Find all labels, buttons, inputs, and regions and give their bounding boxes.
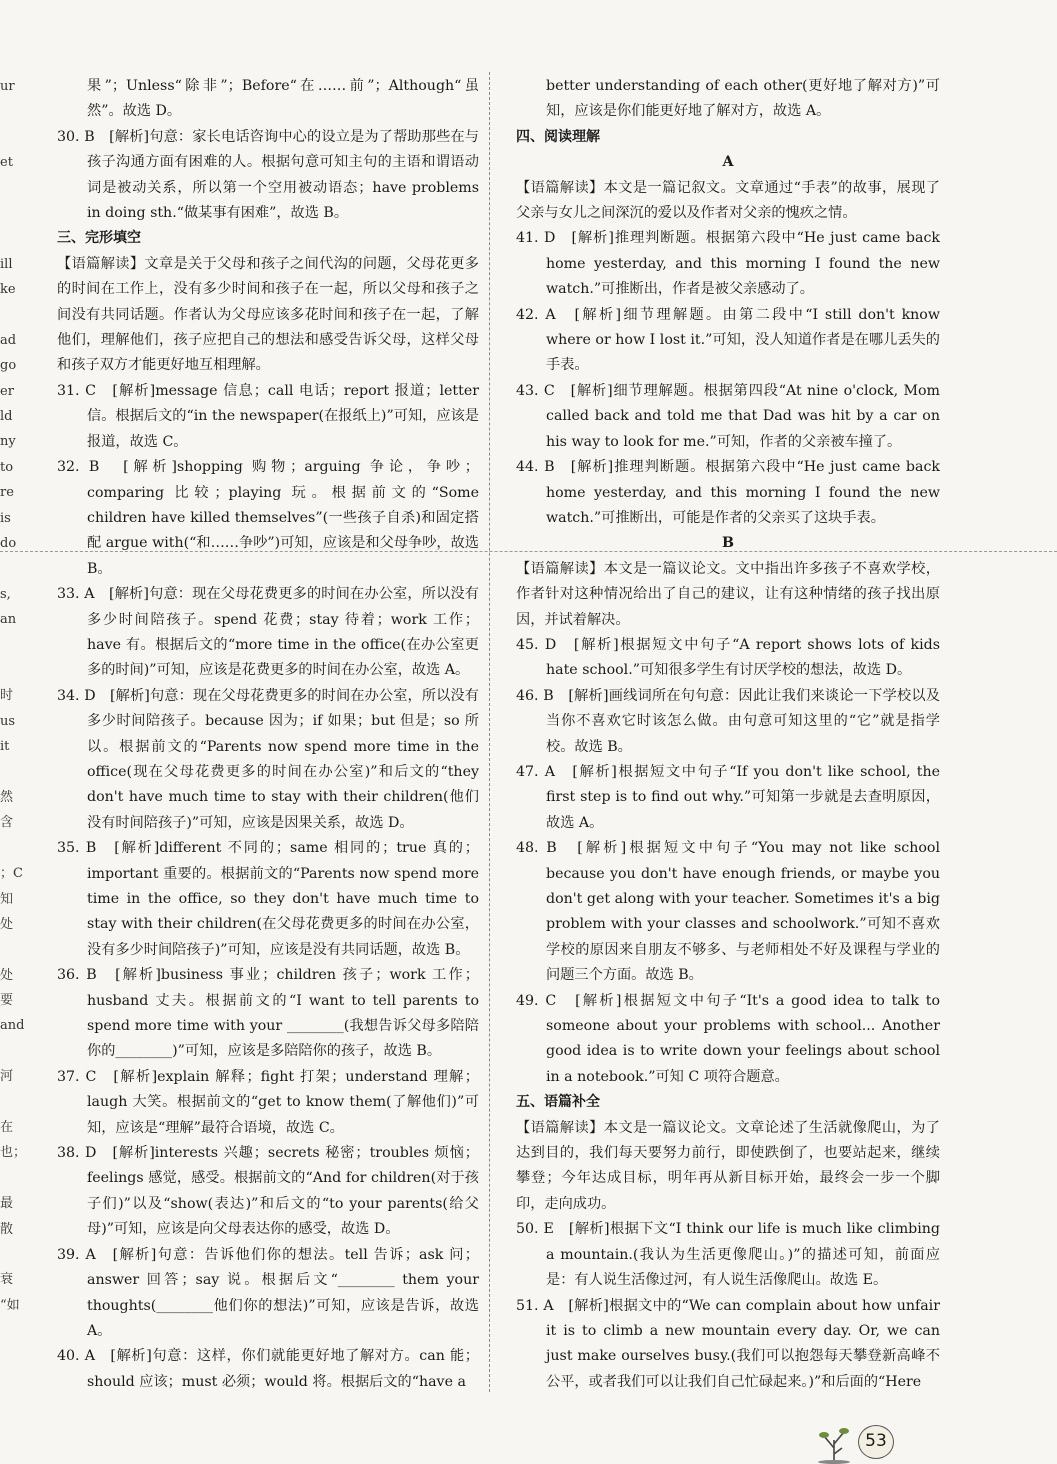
passage-summary: 【语篇解读】文章是关于父母和孩子之间代沟的问题，父母花更多的时间在工作上，没有多少时间和孩子在一起，所以父母和孩子之间没有共同话题。作者认为父母应该多花时间和孩子在一起，了解他们，理解他们，孩子应把自己的想法和感受告诉父母，这样父母和孩子双方才能更好地互相理解。 — [57, 255, 479, 374]
edge-fragment: 最 — [0, 1196, 14, 1212]
answer-item: 41. D [解析]推理判断题。根据第六段中“He just came back home yesterday, and this morning I found the new watch.”可推断出，作者是被父亲感动了。 — [516, 230, 940, 298]
edge-fragment: an — [0, 612, 17, 628]
answer-item: 32. B [解析]shopping 购物；arguing 争论，争吵；comparing 比较；playing 玩。根据前文的“Some children have killed themselves”(一些孩子自杀)和固定搭配 argue with(“和……争吵”)可知，应该是和父母争吵，故选 B。 — [57, 459, 479, 577]
continued-text: better understanding of each other(更好地了解对方)”可知，应该是你们能更好地了解对方，故选 A。 — [546, 78, 940, 120]
answer-item: 44. B [解析]推理判断题。根据第六段中“He just came back home yesterday, and this morning I found the new watch.”可推断出，可能是作者的父亲买了这块手表。 — [516, 459, 940, 526]
edge-fragment: 含 — [0, 815, 14, 831]
edge-fragment: ur — [0, 79, 15, 94]
edge-fragment — [0, 303, 20, 328]
answer-item: 33. A [解析]句意：现在父母花费更多的时间在办公室，所以没有多少时间陪孩子。spend 花费；stay 待着；work 工作；have 有。根据后文的“more time in the office(在办公室更多的时间)”可知，应该是花费更多的时间在办公室，故选 A。 — [57, 586, 479, 679]
answer-item: 42. A [解析]细节理解题。由第二段中“I still don't know where or how I lost it.”可知，没人知道作者是在哪儿丢失的手表。 — [516, 306, 940, 374]
edge-fragment: re — [0, 485, 14, 501]
left-column — [57, 74, 479, 1395]
edge-fragment: 散 — [0, 1221, 14, 1237]
answer-item: 30. B [解析]句意：家长电话咨询中心的设立是为了帮助那些在与孩子沟通方面有困难的人。根据句意可知主句的主语和谓语动词是被动关系，所以第一个空用被动语态；have problems in doing sth.“做某事有困难”，故选 B。 — [57, 128, 479, 222]
passage-summary: 【语篇解读】本文是一篇记叙文。文章通过“手表”的故事，展现了父亲与女儿之间深沉的爱以及作者对父亲的愧疚之情。 — [516, 179, 940, 222]
edge-fragment: 处 — [0, 967, 14, 983]
page-number: 53 — [858, 1425, 894, 1459]
answer-item: 43. C [解析]细节理解题。根据第四段“At nine o'clock, Mom called back and told me that Dad was hit by a car on his way to look for me.”可知，作者的父亲被车撞了。 — [516, 382, 940, 450]
edge-fragment — [0, 99, 20, 124]
edge-fragment — [0, 1090, 20, 1115]
answer-item: 40. A [解析]句意：这样，你们就能更好地了解对方。can 能；should 应该；must 必须；would 将。根据后文的“have a — [57, 1348, 479, 1390]
answer-item: 36. B [解析]business 事业；children 孩子；work 工作；husband 丈夫。根据前文的“I want to tell parents to spend more time with your ________(我想告诉父母多陪陪你的________)”可知，应该是多陪陪你的孩子，故选 B。 — [57, 967, 479, 1060]
answer-item: 50. E [解析]根据下文“I think our life is much like climbing a mountain.(我认为生活更像爬山。)”的描述可知，前面应是：有人说生活像过河，有人说生活像爬山。故选 E。 — [516, 1221, 940, 1289]
edge-fragment: ld — [0, 409, 13, 425]
edge-fragment — [0, 836, 20, 861]
answer-item: 38. D [解析]interests 兴趣；secrets 秘密；troubles 烦恼；feelings 感觉，感受。根据前文的“And for children(对于孩子们)”以及“show(表达)”和后文的“to your parents(给父母)”可知，应该是向父母表达你的感受，故选 D。 — [57, 1145, 479, 1238]
edge-fragment: ill — [0, 256, 13, 272]
passage-label: B — [722, 535, 734, 552]
edge-fragment: er — [0, 383, 14, 399]
edge-fragment: 要 — [0, 993, 14, 1009]
edge-fragment — [0, 937, 20, 962]
edge-fragment — [0, 658, 20, 683]
edge-fragment: 处 — [0, 916, 14, 932]
plant-decoration-icon — [812, 1418, 856, 1464]
edge-fragment: ad — [0, 332, 17, 348]
edge-fragment: “如 — [0, 1297, 20, 1313]
edge-fragment: to — [0, 459, 14, 475]
edge-fragment: 在 — [0, 1120, 14, 1136]
edge-fragment — [0, 1242, 20, 1267]
edge-fragment: go — [0, 358, 17, 374]
section-heading: 三、完形填空 — [57, 230, 141, 247]
edge-fragment: 衰 — [0, 1272, 14, 1288]
edge-fragment — [0, 176, 20, 201]
answer-item: 31. C [解析]message 信息；call 电话；report 报道；letter 信。根据后文的“in the newspaper(在报纸上)”可知，应该是报道，故选 C。 — [57, 382, 479, 450]
edge-fragment — [0, 556, 20, 581]
answer-item: 47. A [解析]根据短文中句子“If you don't like school, the first step is to find out why.”可知第一步就是去查明原因，故选 A。 — [516, 763, 940, 831]
edge-fragment — [0, 633, 20, 658]
edge-fragment — [0, 125, 20, 150]
section-heading: 四、阅读理解 — [516, 128, 600, 145]
answer-item: 34. D [解析]句意：现在父母花费更多的时间在办公室，所以没有多少时间陪孩子。because 因为；if 如果；but 但是；so 所以。根据前文的“Parents now spend more time in the office(现在父母花费更多的时间在办公室)”和后文的“they don't have much time to stay with their children(他们没有时间陪孩子)”可知，应该是因果关系，故选 D。 — [57, 687, 479, 831]
answer-item: 49. C [解析]根据短文中句子“It's a good idea to talk to someone about your problems with school... Another good idea is to write down your feelings about school in a notebook.”可知 C 项符合题意。 — [516, 992, 940, 1085]
answer-item: 45. D [解析]根据短文中句子“A report shows lots of kids hate school.”可知很多学生有讨厌学校的想法，故选 D。 — [516, 636, 940, 679]
edge-fragment: and — [0, 1018, 25, 1034]
edge-fragment: us — [0, 713, 16, 729]
column-divider — [489, 72, 490, 1392]
answer-item: 51. A [解析]根据文中的“We can complain about how unfair it is to climb a new mountain every day. Or, we can just make ourselves busy.(我们可以抱怨每天攀登新高峰不公平，或者我们可以让我们自己忙碌起来。)”和后面的“Here — [516, 1297, 940, 1390]
neighbor-page-edge — [0, 74, 27, 1318]
passage-label: A — [722, 154, 734, 171]
edge-fragment: 时 — [0, 688, 14, 704]
edge-fragment: s, — [0, 586, 11, 602]
edge-fragment: et — [0, 155, 13, 171]
edge-fragment: 知 — [0, 891, 14, 907]
answer-item: 46. B [解析]画线词所在句句意：因此让我们来谈论一下学校以及当你不喜欢它时该怎么做。由句意可知这里的“它”就是指学校。故选 B。 — [516, 687, 940, 755]
edge-fragment: it — [0, 739, 10, 755]
edge-fragment — [0, 760, 20, 785]
edge-fragment — [0, 201, 20, 226]
edge-fragment: 然 — [0, 789, 14, 805]
right-column — [516, 74, 940, 1395]
edge-fragment: 河 — [0, 1069, 14, 1085]
continued-text: 果”；Unless“除非”；Before“在……前”；Although“虽然”。故选 D。 — [87, 78, 479, 120]
edge-fragment: is — [0, 510, 11, 526]
edge-fragment: ；C — [0, 866, 23, 882]
edge-fragment — [0, 226, 20, 251]
answer-item: 39. A [解析]句意：告诉他们你的想法。tell 告诉；ask 问；answer 回答；say 说。根据后文“________ them your thoughts(________他们你的想法)”可知，应该是告诉，故选 A。 — [57, 1246, 479, 1339]
passage-summary: 【语篇解读】本文是一篇议论文。文章论述了生活就像爬山，为了达到目的，我们每天要努力前行，即使跌倒了，也要站起来，继续攀登；今年达成目标，明年再从新目标开始，最终会一步一个脚印，走向成功。 — [516, 1119, 940, 1212]
edge-fragment: ny — [0, 434, 16, 450]
edge-fragment: ke — [0, 282, 16, 298]
edge-fragment: do — [0, 536, 17, 552]
section-heading: 五、语篇补全 — [516, 1094, 600, 1111]
answer-item: 35. B [解析]different 不同的；same 相同的；true 真的；important 重要的。根据前文的“Parents now spend more time in the office, so they don't have much time to stay with their children(在父母花费更多的时间在办公室，没有多少时间陪孩子)”可知，应该是没有共同话题，故选 B。 — [57, 840, 479, 958]
edge-fragment — [0, 1166, 20, 1191]
edge-fragment: 也； — [0, 1145, 27, 1161]
answer-item: 48. B [解析]根据短文中句子“You may not like school because you don't have enough friends, or maybe you don't get along with your teacher. Sometimes it's a big problem with your classes and schoolwork.”可知不喜欢学校的原因来自朋友不够多、与老师相处不好及课程与学业的问题三个方面。故选 B。 — [516, 840, 940, 984]
answer-item: 37. C [解析]explain 解释；fight 打架；understand 理解；laugh 大笑。根据前文的“get to know them(了解他们)”可知，应该是“理解”最符合语境，故选 C。 — [57, 1068, 479, 1136]
edge-fragment — [0, 1039, 20, 1064]
passage-summary: 【语篇解读】本文是一篇议论文。文中指出许多孩子不喜欢学校，作者针对这种情况给出了自己的建议，让有这种情绪的孩子找出原因，并试着解决。 — [516, 560, 940, 628]
